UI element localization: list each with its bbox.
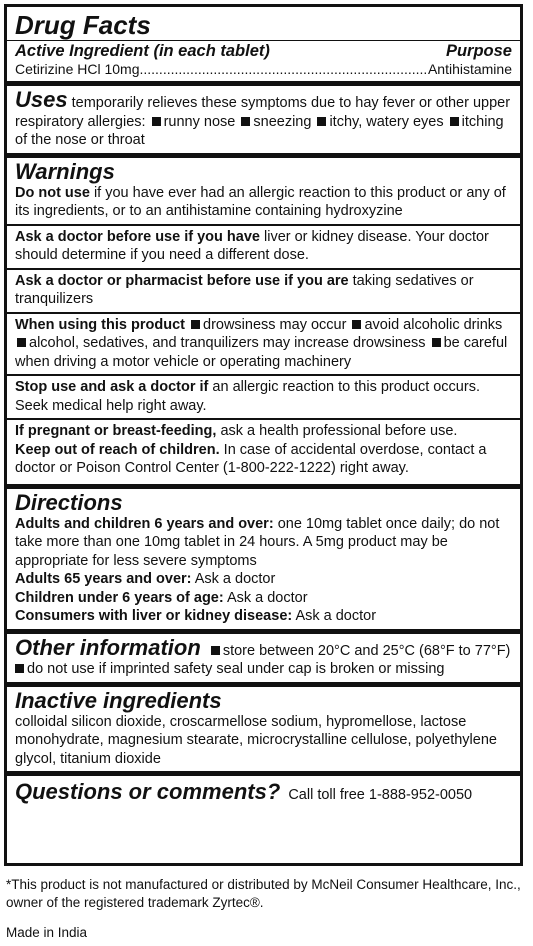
bullet-square-icon: [317, 117, 326, 126]
direction-lead: Adults 65 years and over:: [15, 571, 192, 587]
direction-text: Ask a doctor: [226, 589, 308, 606]
warning-lead: Keep out of reach of children.: [15, 441, 220, 458]
active-ingredient-header: [15, 41, 512, 61]
warning-stop-use: [15, 376, 512, 418]
warning-lead: If pregnant or breast-feeding,: [15, 423, 217, 439]
warning-item: drowsiness may occur: [203, 316, 347, 333]
direction-lead: Children under 6 years of age:: [15, 589, 224, 606]
footer: [6, 876, 526, 942]
other-item: do not use if imprinted safety seal under cap is broken or missing: [27, 661, 445, 677]
warning-pregnant: [15, 420, 512, 481]
warning-when-using: [15, 314, 512, 375]
warnings-section: [15, 158, 512, 484]
purpose-heading: Purpose: [445, 42, 512, 60]
bullet-square-icon: [15, 664, 24, 673]
direction-children: [15, 589, 512, 608]
warning-text: taking sedatives or tranquilizers: [15, 272, 474, 307]
directions-heading: Directions: [15, 489, 123, 515]
warning-lead: Ask a doctor before use if you have: [15, 228, 260, 245]
disclaimer-text: *This product is not manufactured or distributed by McNeil Consumer Healthcare, Inc., owner of the registered trademark Zyrtec®.: [6, 877, 521, 910]
direction-text: Ask a doctor: [194, 571, 276, 587]
leader-dots: [139, 61, 427, 78]
warning-lead: When using this product: [15, 316, 185, 333]
warnings-heading: Warnings: [15, 158, 115, 184]
active-ingredient-heading: Active Ingredient (in each tablet): [15, 42, 270, 60]
other-information-section: [15, 634, 512, 682]
warning-item: avoid alcoholic drinks: [364, 316, 503, 333]
warning-item: be careful when driving a motor vehicle or operating machinery: [15, 335, 508, 370]
panel-title: Drug Facts: [15, 10, 151, 40]
other-information-heading: Other information: [15, 634, 201, 660]
uses-item: itchy, watery eyes: [329, 113, 444, 130]
direction-adults-65: [15, 570, 512, 589]
made-in-text: Made in India: [6, 925, 88, 940]
uses-intro: temporarily relieves these symptoms due to hay fever or other upper respiratory allergies:: [15, 95, 511, 130]
inactive-ingredients-section: [15, 687, 512, 772]
bullet-square-icon: [17, 338, 26, 347]
warning-text: In case of accidental overdose, contact a doctor or Poison Control Center (1-800-222-1222) right away.: [15, 441, 487, 476]
uses-item: itching of the nose or throat: [15, 113, 504, 148]
warning-text: liver or kidney disease. Your doctor should determine if you need a different dose.: [15, 228, 489, 263]
warning-ask-pharmacist: [15, 270, 512, 312]
uses-item: sneezing: [253, 113, 312, 130]
warning-text: an allergic reaction to this product occurs. Seek medical help right away.: [15, 379, 480, 414]
bullet-square-icon: [152, 117, 161, 126]
ingredient-name: Cetirizine HCl 10mg: [15, 61, 140, 77]
ingredient-purpose: Antihistamine: [427, 61, 512, 77]
direction-lead: Adults and children 6 years and over:: [15, 515, 274, 532]
direction-adults: [15, 515, 512, 571]
bullet-square-icon: [352, 320, 361, 329]
uses-section: [15, 86, 512, 153]
bullet-square-icon: [432, 338, 441, 347]
questions-heading: Questions or comments?: [15, 779, 281, 804]
warning-do-not-use: [15, 184, 512, 224]
inactive-ingredients-text: colloidal silicon dioxide, croscarmellose sodium, hypromellose, lactose monohydrate, magnesium stearate, microcrystalline cellulose, polyethylene glycol, titanium dioxide: [15, 713, 497, 767]
other-item: store between 20°C and 25°C (68°F to 77°F): [222, 642, 511, 659]
warning-item: alcohol, sedatives, and tranquilizers may increase drowsiness: [29, 335, 426, 351]
warning-lead: Stop use and ask a doctor if: [15, 379, 209, 395]
directions-section: [15, 489, 512, 629]
direction-text: one 10mg tablet once daily; do not take more than one 10mg tablet in 24 hours. A 5mg product may be appropriate for less severe symptoms: [15, 515, 500, 569]
active-ingredient-row: [15, 61, 512, 78]
drug-facts-panel: [4, 4, 523, 866]
questions-text: Call toll free 1-888-952-0050: [288, 787, 473, 803]
bullet-square-icon: [241, 117, 250, 126]
uses-item: runny nose: [163, 113, 236, 130]
direction-lead: Consumers with liver or kidney disease:: [15, 608, 293, 624]
bullet-square-icon: [450, 117, 459, 126]
bullet-square-icon: [191, 320, 200, 329]
warning-ask-doctor: [15, 226, 512, 268]
warning-text: if you have ever had an allergic reaction to this product or any of its ingredients, or to an antihistamine containing hydroxyzine: [15, 184, 506, 219]
direction-text: Ask a doctor: [295, 608, 377, 624]
direction-consumers: [15, 607, 512, 626]
uses-heading: Uses: [15, 87, 68, 112]
warning-text: ask a health professional before use.: [220, 423, 458, 439]
active-ingredient-section: [15, 41, 512, 78]
warning-lead: Ask a doctor or pharmacist before use if you are: [15, 272, 349, 289]
questions-section: [15, 776, 512, 808]
bullet-square-icon: [211, 646, 220, 655]
inactive-ingredients-heading: Inactive ingredients: [15, 687, 222, 713]
warning-lead: Do not use: [15, 184, 90, 201]
